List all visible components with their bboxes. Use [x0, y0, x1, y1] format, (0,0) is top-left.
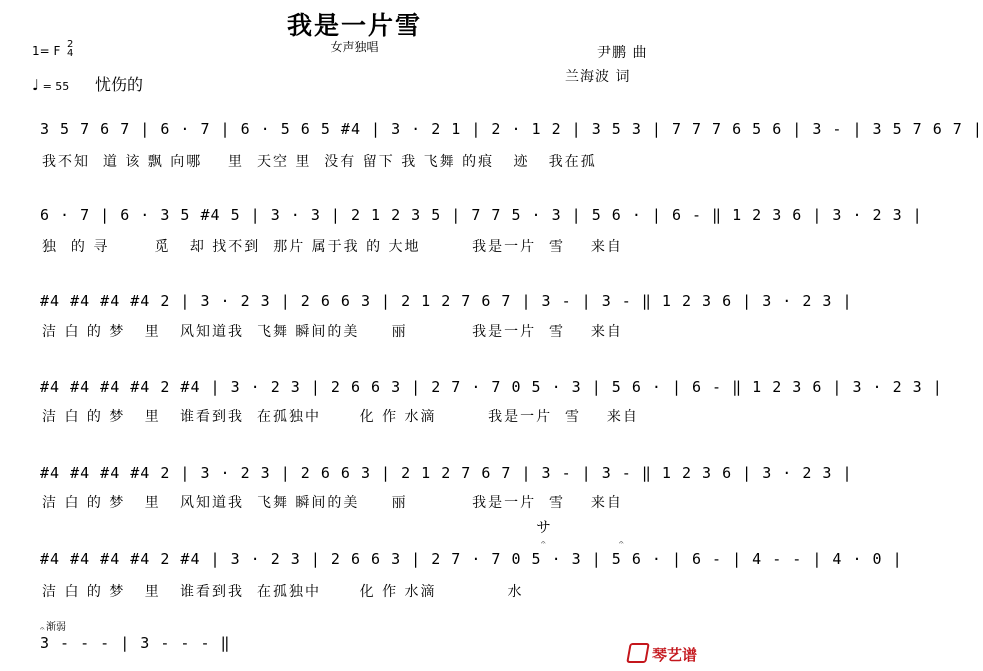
notation-text: #4 #4 #4 #4 2 #4 | 3 · 2 3 | 2 6 6 3 | 2 7 · 7 0 5 · 3 | 5 6 · | 6 - | 4 - - | 4 · 0 |	[40, 550, 903, 568]
site-logo	[628, 643, 697, 665]
notation-row-3	[30, 284, 853, 318]
notation-row-5	[30, 456, 853, 490]
notation-row-6	[30, 542, 903, 576]
key-signature: 1= F	[32, 44, 61, 58]
lyrics-row-5: 洁 白 的 梦 里 风知道我 飞舞 瞬间的美 丽 我是一片 雪 来自	[42, 495, 623, 511]
breath-mark: サ	[536, 518, 552, 536]
notation-text: #4 #4 #4 #4 2 | 3 · 2 3 | 2 6 6 3 | 2 1 2 7 6 7 | 3 - | 3 - ‖ 1 2 3 6 | 3 · 2 3 |	[40, 292, 853, 310]
tempo-value: = 55	[42, 80, 70, 93]
notation-text: #4 #4 #4 #4 2 #4 | 3 · 2 3 | 2 6 6 3 | 2 7 · 7 0 5 · 3 | 5 6 · | 6 - ‖ 1 2 3 6 | 3 · 2 3 |	[40, 378, 943, 396]
diminuendo-mark: 渐弱	[46, 622, 66, 633]
tempo-marking	[32, 76, 69, 94]
notation-text: #4 #4 #4 #4 2 | 3 · 2 3 | 2 6 6 3 | 2 1 2 7 6 7 | 3 - | 3 - ‖ 1 2 3 6 | 3 · 2 3 |	[40, 464, 853, 482]
song-title: 我是一片雪	[286, 11, 422, 40]
time-sig-top: 2	[67, 39, 74, 50]
mood-marking: 忧伤的	[95, 75, 144, 94]
lyrics-row-4: 洁 白 的 梦 里 谁看到我 在孤独中 化 作 水滴 我是一片 雪 来自	[42, 409, 639, 425]
notation-row-2	[30, 198, 923, 232]
time-sig-bottom: 4	[67, 48, 74, 59]
notation-text: 3 - - - | 3 - - - ‖	[40, 634, 231, 652]
logo-text: 琴艺谱	[651, 646, 697, 664]
quarter-note-icon: ♩	[32, 76, 40, 94]
notation-text: 6 · 7 | 6 · 3 5 #4 5 | 3 · 3 | 2 1 2 3 5 | 7 7 5 · 3 | 5 6 · | 6 - ‖ 1 2 3 6 | 3 · 2 3 |	[40, 206, 923, 224]
fermata-icon: 𝄐	[40, 624, 45, 633]
fermata-icon: 𝄐	[541, 538, 546, 547]
qinyipu-logo-icon	[626, 643, 650, 663]
composer-credit: 尹鹏 曲	[597, 45, 648, 61]
lyrics-row-6: 洁 白 的 梦 里 谁看到我 在孤独中 化 作 水滴 水	[42, 584, 524, 600]
lyrics-row-2: 独 的 寻 觅 却 找不到 那片 属于我 的 大地 我是一片 雪 来自	[42, 239, 623, 255]
song-subtitle: 女声独唱	[330, 40, 379, 54]
lyricist-credit: 兰海波 词	[565, 69, 631, 85]
time-signature	[67, 40, 73, 58]
lyrics-row-1: 我不知 道 该 飘 向哪 里 天空 里 没有 留下 我 飞舞 的痕 迹 我在孤	[42, 154, 597, 170]
notation-row-4	[30, 370, 943, 404]
lyrics-row-3: 洁 白 的 梦 里 风知道我 飞舞 瞬间的美 丽 我是一片 雪 来自	[42, 324, 623, 340]
notation-row-7	[30, 626, 230, 660]
notation-row-1	[30, 112, 983, 146]
fermata-icon: 𝄐	[619, 538, 624, 547]
notation-text: 3 5 7 6 7 | 6 · 7 | 6 · 5 6 5 #4 | 3 · 2 1 | 2 · 1 2 | 3 5 3 | 7 7 7 6 5 6 | 3 - | 3 5 7 6 7 |	[40, 120, 983, 138]
